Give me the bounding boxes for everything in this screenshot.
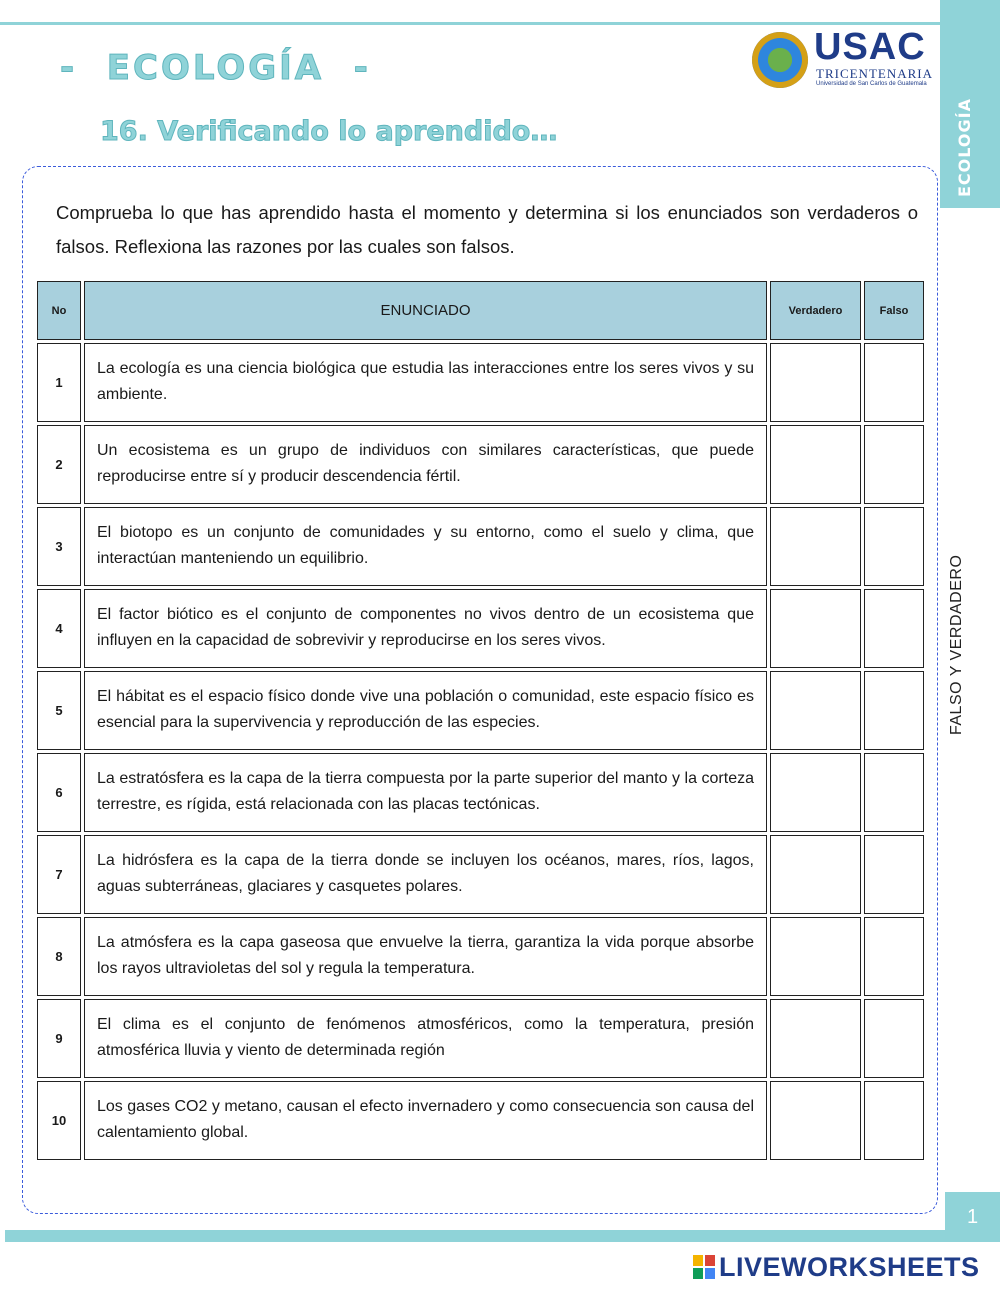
answer-false-cell[interactable] — [864, 343, 924, 422]
answer-true-cell[interactable] — [770, 835, 861, 914]
answer-false-cell[interactable] — [864, 835, 924, 914]
row-number: 6 — [37, 753, 81, 832]
page-title: - ECOLOGÍA - — [60, 48, 371, 88]
answer-false-cell[interactable] — [864, 671, 924, 750]
answer-true-cell[interactable] — [770, 671, 861, 750]
header-statement: ENUNCIADO — [84, 281, 767, 340]
answer-true-cell[interactable] — [770, 999, 861, 1078]
statement-text: El clima es el conjunto de fenómenos atmosféricos, como la temperatura, presión atmosférica lluvia y viento de determinada región — [84, 999, 767, 1078]
logo-university: Universidad de San Carlos de Guatemala — [816, 81, 927, 87]
side-tab-label: ECOLOGÍA — [955, 98, 974, 197]
statement-text: La hidrósfera es la capa de la tierra donde se incluyen los océanos, mares, ríos, lagos, aguas subterráneas, glaciares y casquetes polares. — [84, 835, 767, 914]
answer-true-cell[interactable] — [770, 753, 861, 832]
answer-true-cell[interactable] — [770, 343, 861, 422]
footer-brand — [693, 1252, 980, 1282]
footer-brand-text: LIVEWORKSHEETS — [719, 1251, 980, 1282]
answer-true-cell[interactable] — [770, 507, 861, 586]
row-number: 8 — [37, 917, 81, 996]
answer-false-cell[interactable] — [864, 999, 924, 1078]
row-number: 9 — [37, 999, 81, 1078]
answer-false-cell[interactable] — [864, 917, 924, 996]
bottom-divider — [5, 1230, 945, 1242]
answer-true-cell[interactable] — [770, 1081, 861, 1160]
liveworksheets-icon — [693, 1255, 715, 1279]
statement-text: El biotopo es un conjunto de comunidades y su entorno, como el suelo y clima, que interactúan manteniendo un equilibrio. — [84, 507, 767, 586]
university-seal-icon — [752, 32, 808, 88]
row-number: 1 — [37, 343, 81, 422]
answer-true-cell[interactable] — [770, 917, 861, 996]
answer-true-cell[interactable] — [770, 425, 861, 504]
top-divider — [0, 22, 940, 25]
statement-text: Los gases CO2 y metano, causan el efecto invernadero y como consecuencia son causa del calentamiento global. — [84, 1081, 767, 1160]
statement-text: El hábitat es el espacio físico donde vive una población o comunidad, este espacio físico es esencial para la supervivencia y reproducción de las especies. — [84, 671, 767, 750]
header-false: Falso — [864, 281, 924, 340]
instructions: Comprueba lo que has aprendido hasta el momento y determina si los enunciados son verdaderos o falsos. Reflexiona las razones por las cuales son falsos. — [56, 202, 918, 257]
statement-text: La ecología es una ciencia biológica que estudia las interacciones entre los seres vivos y su ambiente. — [84, 343, 767, 422]
answer-false-cell[interactable] — [864, 507, 924, 586]
page-number: 1 — [945, 1192, 1000, 1242]
answer-false-cell[interactable] — [864, 425, 924, 504]
statement-text: Un ecosistema es un grupo de individuos con similares características, que puede reproducirse entre sí y producir descendencia fértil. — [84, 425, 767, 504]
header-true: Verdadero — [770, 281, 861, 340]
section-title: 16. Verificando lo aprendido… — [100, 116, 558, 147]
logo-name: USAC — [814, 26, 926, 68]
statement-text: El factor biótico es el conjunto de componentes no vivos dentro de un ecosistema que influyen en la capacidad de sobrevivir y reproducirse en los seres vivos. — [84, 589, 767, 668]
answer-false-cell[interactable] — [864, 1081, 924, 1160]
answer-false-cell[interactable] — [864, 753, 924, 832]
row-number: 5 — [37, 671, 81, 750]
statement-text: La atmósfera es la capa gaseosa que envuelve la tierra, garantiza la vida porque absorbe los rayos ultravioletas del sol y regula la temperatura. — [84, 917, 767, 996]
logo-tagline: TRICENTENARIA — [816, 66, 933, 81]
side-caption: FALSO Y VERDADERO — [948, 554, 965, 736]
row-number: 7 — [37, 835, 81, 914]
answer-true-cell[interactable] — [770, 589, 861, 668]
row-number: 10 — [37, 1081, 81, 1160]
row-number: 2 — [37, 425, 81, 504]
statement-text: La estratósfera es la capa de la tierra compuesta por la parte superior del manto y la corteza terrestre, es rígida, está relacionada con las placas tectónicas. — [84, 753, 767, 832]
answer-false-cell[interactable] — [864, 589, 924, 668]
row-number: 4 — [37, 589, 81, 668]
row-number: 3 — [37, 507, 81, 586]
header-no: No — [37, 281, 81, 340]
usac-logo — [752, 26, 934, 90]
